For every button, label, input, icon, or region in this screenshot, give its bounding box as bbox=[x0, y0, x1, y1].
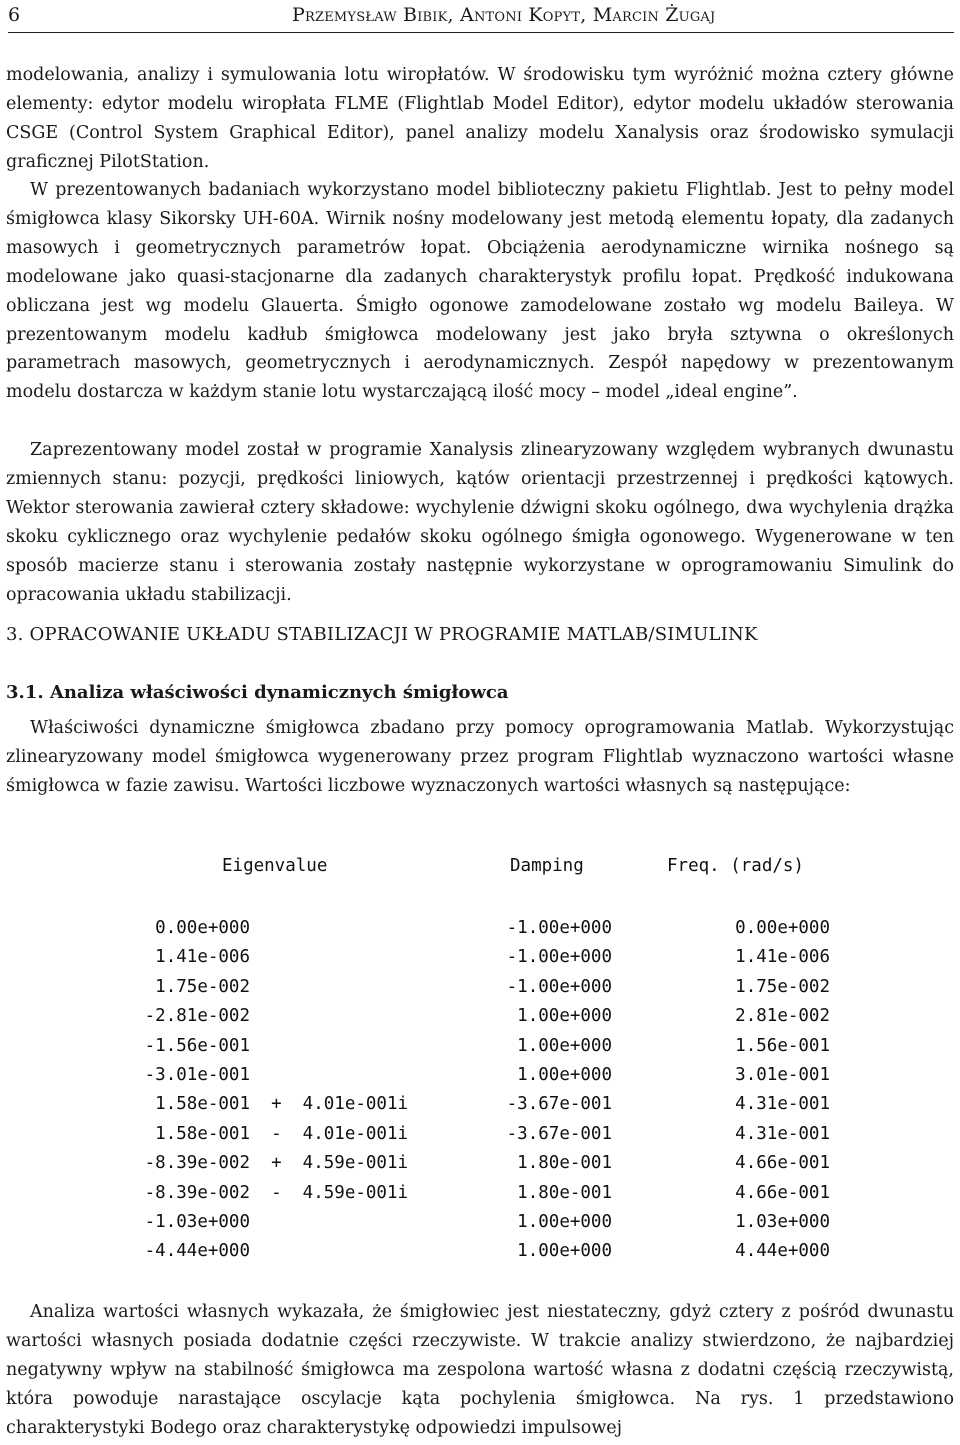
eigenvalue-cell: -1.56e-001 bbox=[144, 1035, 250, 1056]
damping-cell: -3.67e-001 bbox=[506, 1094, 612, 1115]
frequency-cell: 1.75e-002 bbox=[735, 976, 830, 997]
damping-cell: 1.00e+000 bbox=[517, 1006, 612, 1027]
frequency-cell: 4.66e-001 bbox=[735, 1182, 830, 1203]
frequency-cell: 4.44e+000 bbox=[735, 1241, 830, 1262]
damping-cell: 1.00e+000 bbox=[517, 1212, 612, 1232]
paragraph-software-intro: modelowania, analizy i symulowania lotu wiropłatów. W środowisku tym wyróżnić można cztery główne elementy: edytor modelu wiropłata FLME (Flightlab Model Editor), edytor modelu układów sterowania CSGE (Control System Graphical Editor), panel analizy modelu Xanalysis oraz środowisko symulacji graficznej PilotStation. bbox=[6, 65, 954, 172]
section-title: 3. OPRACOWANIE UKŁADU STABILIZACJI W PROGRAMIE MATLAB/SIMULINK bbox=[6, 624, 758, 645]
frequency-cell: 1.56e-001 bbox=[735, 1035, 830, 1056]
paragraph-model-description: W prezentowanych badaniach wykorzystano model biblioteczny pakietu Flightlab. Jest to pełny model śmigłowca klasy Sikorsky UH-60A. Wirnik nośny modelowany jest metodą elementu łopaty, dla zadanych masowych i geometrycznych parametrów łopat. Obciążenia aerodynamiczne wirnika nośnego są modelowane jako quasi-stacjonarne dla zadanych charakterystyk profilu łopat. Prędkość indukowana obliczana jest wg modelu Glauerta. Śmigło ogonowe zamodelowane zostało wg modelu Baileya. W prezentowanym modelu kadłub śmigłowca modelowany jest jako bryła sztywna o określonych parametrach masowych, geometrycznych i aerodynamicznych. Zespół napędowy w prezentowanym modelu dostarcza w każdym stanie lotu wystarczającą ilość mocy – model „ideal engine”. bbox=[6, 180, 954, 403]
frequency-cell: 2.81e-002 bbox=[735, 1006, 830, 1027]
eigenvalue-cell: -8.39e-002 + 4.59e-001i bbox=[144, 1153, 409, 1174]
eigenvalue-cell: -8.39e-002 - 4.59e-001i bbox=[144, 1182, 409, 1203]
eigenvalue-cell: 1.58e-001 - 4.01e-001i bbox=[155, 1123, 409, 1144]
eigenvalue-cell: 1.41e-006 bbox=[155, 947, 250, 968]
damping-cell: 1.00e+000 bbox=[517, 1065, 612, 1085]
damping-cell: 1.00e+000 bbox=[517, 1035, 612, 1056]
page-header bbox=[8, 2, 954, 33]
eigenvalue-cell: -3.01e-001 bbox=[144, 1065, 250, 1085]
eigenvalue-cell: 1.75e-002 bbox=[155, 976, 250, 997]
frequency-cell: 4.31e-001 bbox=[735, 1123, 830, 1144]
eigenvalue-cell: -4.44e+000 bbox=[144, 1241, 250, 1262]
paragraph-dynamics-intro: Właściwości dynamiczne śmigłowca zbadano przy pomocy oprogramowania Matlab. Wykorzystując zlinearyzowany model śmigłowca wygenerowany przez program Flightlab wyznaczono wartości własne śmigłowca w fazie zawisu. Wartości liczbowe wyznaczonych wartości własnych są następujące: bbox=[6, 718, 954, 796]
eigenvalue-cell: 0.00e+000 bbox=[155, 918, 250, 938]
damping-cell: 1.00e+000 bbox=[517, 1241, 612, 1262]
frequency-cell: 3.01e-001 bbox=[735, 1065, 830, 1085]
subsection-title: 3.1. Analiza właściwości dynamicznych śmigłowca bbox=[6, 682, 509, 703]
eigenvalue-cell: 1.58e-001 + 4.01e-001i bbox=[155, 1094, 409, 1115]
column-header-eigenvalue: Eigenvalue bbox=[222, 856, 328, 876]
damping-cell: 1.80e-001 bbox=[517, 1182, 612, 1203]
frequency-cell: 4.31e-001 bbox=[735, 1094, 830, 1115]
paragraph-linearization: Zaprezentowany model został w programie Xanalysis zlinearyzowany względem wybranych dwunastu zmiennych stanu: pozycji, prędkości liniowych, kątów orientacji przestrzennej i prędkości kątowych. Wektor sterowania zawierał cztery składowe: wychylenie dźwigni skoku ogólnego, dwa wychylenia drążka skoku cyklicznego oraz wychylenie pedałów skoku ogólnego śmigła ogonowego. Wygenerowane w ten sposób macierze stanu i sterowania zostały następnie wykorzystane w oprogramowaniu Simulink do opracowania układu stabilizacji. bbox=[6, 440, 954, 605]
column-header-damping: Damping bbox=[510, 856, 584, 876]
eigenvalue-cell: -1.03e+000 bbox=[144, 1212, 250, 1232]
page-number: 6 bbox=[8, 4, 21, 26]
paragraph-analysis-conclusion: Analiza wartości własnych wykazała, że śmigłowiec jest niestateczny, gdyż cztery z pośród dwunastu wartości własnych posiada dodatnie części rzeczywiste. W trakcie analizy stwierdzono, że najbardziej negatywny wpływ na stabilność śmigłowca ma zespolona wartość własna z dodatni częścią rzeczywistą, która powoduje narastające oscylacje kąta pochylenia śmigłowca. Na rys. 1 przedstawiono charakterystyki Bodego oraz charakterystykę odpowiedzi impulsowej bbox=[6, 1302, 954, 1438]
damping-cell: -1.00e+000 bbox=[506, 947, 612, 968]
frequency-cell: 1.41e-006 bbox=[735, 947, 830, 968]
damping-cell: 1.80e-001 bbox=[517, 1153, 612, 1174]
frequency-cell: 1.03e+000 bbox=[735, 1212, 830, 1232]
damping-cell: -3.67e-001 bbox=[506, 1123, 612, 1144]
damping-cell: -1.00e+000 bbox=[506, 918, 612, 938]
damping-cell: -1.00e+000 bbox=[506, 976, 612, 997]
frequency-cell: 4.66e-001 bbox=[735, 1153, 830, 1174]
frequency-cell: 0.00e+000 bbox=[735, 918, 830, 938]
eigenvalue-cell: -2.81e-002 bbox=[144, 1006, 250, 1027]
running-head-authors: Przemysław Bibik, Antoni Kopyt, Marcin Żugaj bbox=[292, 4, 716, 26]
column-header-frequency: Freq. (rad/s) bbox=[667, 856, 804, 876]
